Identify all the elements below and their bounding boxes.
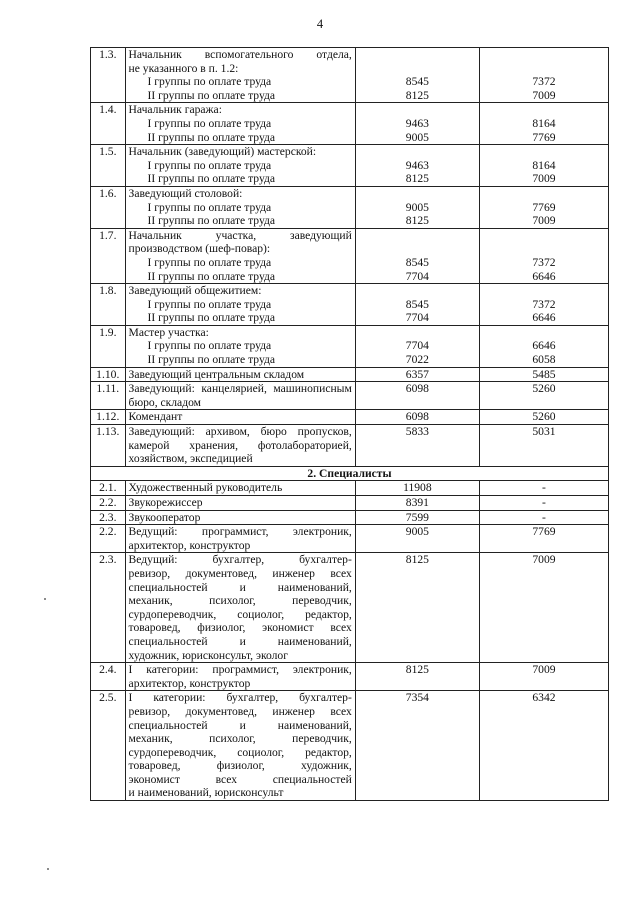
row-number: 1.13.	[91, 425, 126, 467]
row-title-line: Заведующий столовой:	[128, 186, 243, 200]
table-row	[91, 186, 609, 228]
row-title	[125, 425, 355, 467]
row-title	[125, 367, 355, 382]
value-2: 8164	[532, 158, 556, 172]
value-1: 8545	[405, 297, 429, 311]
row-title-line: специальностей и наименований,	[128, 580, 352, 594]
row-title	[125, 48, 355, 103]
row-title-line: Мастер участка:	[128, 325, 209, 339]
value-column-1	[355, 510, 479, 525]
row-title-line: ревизор, документовед, инженер всех	[128, 704, 352, 718]
table-row	[91, 496, 609, 511]
row-title-line: Звукорежиссер	[128, 496, 203, 509]
value-2: 7009	[532, 172, 556, 186]
row-title-line: хозяйством, экспедицией	[128, 452, 253, 466]
pay-group-label: II группы по оплате труда	[147, 88, 276, 102]
value-2: 7769	[532, 200, 556, 214]
value-column-2	[479, 228, 608, 283]
pay-group-label: I группы по оплате труда	[147, 200, 272, 214]
row-number: 1.7.	[91, 228, 126, 283]
value-1: 11908	[403, 481, 432, 495]
value-column-1	[355, 103, 479, 145]
row-title-line: Начальник вспомогательного отдела,	[128, 48, 352, 61]
value-2: 6646	[532, 339, 556, 353]
spacer	[359, 62, 476, 76]
value-column-1	[355, 284, 479, 326]
row-title-line: камерой хранения, фотолабораторией,	[128, 438, 352, 452]
row-number: 1.5.	[91, 145, 126, 187]
spacer	[359, 229, 476, 243]
row-title	[125, 496, 355, 511]
pay-group-label: II группы по оплате труда	[147, 130, 276, 144]
value-1: 9463	[405, 116, 429, 130]
value-column-2	[479, 382, 608, 410]
spacer	[483, 242, 605, 256]
table-row	[91, 325, 609, 367]
pay-group-label: II группы по оплате труда	[147, 353, 276, 367]
row-number: 1.10.	[91, 367, 126, 382]
row-title-line: Комендант	[128, 410, 183, 424]
value-1: 8545	[405, 255, 429, 269]
spacer	[359, 145, 476, 159]
value-2: 7009	[532, 88, 556, 102]
row-number: 2.2.	[91, 525, 126, 553]
row-title-line: Заведующий: архивом, бюро пропусков,	[128, 425, 352, 439]
spacer	[483, 103, 605, 117]
value-column-2	[479, 525, 608, 553]
row-number: 2.3.	[91, 553, 126, 663]
row-title	[125, 382, 355, 410]
value-1: 7704	[405, 339, 429, 353]
table-row	[91, 284, 609, 326]
row-title	[125, 410, 355, 425]
spacer	[483, 145, 605, 159]
value-2: 5031	[532, 425, 556, 439]
row-title	[125, 228, 355, 283]
spacer	[359, 284, 476, 298]
value-2: 5260	[532, 382, 556, 396]
value-2: 7372	[532, 75, 556, 89]
value-1: 8125	[405, 88, 429, 102]
value-2: 6058	[532, 353, 556, 367]
spacer	[483, 284, 605, 298]
row-title-line: архитектор, конструктор	[128, 538, 251, 552]
table-row	[91, 425, 609, 467]
value-1: 8125	[405, 172, 429, 186]
value-column-2	[479, 481, 608, 496]
value-column-2	[479, 367, 608, 382]
spacer	[359, 187, 476, 201]
value-2: 7009	[532, 214, 556, 228]
value-2: 8164	[532, 116, 556, 130]
value-2: 6342	[532, 691, 556, 705]
value-1: 6098	[405, 382, 429, 396]
scan-dot-1	[44, 598, 46, 600]
table-body	[91, 48, 609, 801]
spacer	[483, 187, 605, 201]
value-2: 7769	[532, 130, 556, 144]
row-title-line: производством (шеф-повар):	[128, 242, 271, 256]
row-title-line: I категории: программист, электроник,	[128, 663, 352, 677]
row-number: 2.2.	[91, 496, 126, 511]
value-1: 8125	[405, 214, 429, 228]
row-title-line: товаровед, физиолог, экономист всех	[128, 621, 352, 635]
table-row	[91, 663, 609, 691]
row-title-line: Художественный руководитель	[128, 481, 283, 495]
row-title-line: сурдопереводчик, социолог, редактор,	[128, 607, 352, 621]
value-2: 6646	[532, 311, 556, 325]
row-title-line: механик, психолог, переводчик,	[128, 732, 352, 746]
value-column-1	[355, 525, 479, 553]
row-title	[125, 510, 355, 525]
row-title-line: и наименований, юрисконсульт	[128, 786, 284, 800]
table-row	[91, 410, 609, 425]
value-column-2	[479, 103, 608, 145]
row-title-line: I категории: бухгалтер, бухгалтер-	[128, 691, 352, 705]
row-number: 1.8.	[91, 284, 126, 326]
value-column-2	[479, 425, 608, 467]
row-title-line: Заведующий общежитием:	[128, 284, 262, 298]
value-2: 5260	[532, 410, 556, 424]
row-number: 1.9.	[91, 325, 126, 367]
pay-group-label: I группы по оплате труда	[147, 75, 272, 89]
table-row	[91, 228, 609, 283]
spacer	[359, 326, 476, 340]
value-1: 9005	[405, 130, 429, 144]
value-column-2	[479, 48, 608, 103]
table-row	[91, 525, 609, 553]
row-number: 2.5.	[91, 691, 126, 801]
value-column-1	[355, 663, 479, 691]
row-title-line: товаровед, физиолог, художник,	[128, 759, 352, 773]
value-1: 8125	[405, 663, 429, 677]
value-column-1	[355, 496, 479, 511]
section-header-row	[91, 466, 609, 481]
table-row	[91, 691, 609, 801]
pay-group-label: I группы по оплате труда	[147, 158, 272, 172]
pay-group-label: I группы по оплате труда	[147, 339, 272, 353]
value-column-1	[355, 186, 479, 228]
spacer	[483, 326, 605, 340]
value-2: -	[542, 510, 546, 524]
spacer	[483, 62, 605, 76]
value-column-2	[479, 663, 608, 691]
row-title	[125, 145, 355, 187]
row-number: 1.6.	[91, 186, 126, 228]
value-column-1	[355, 228, 479, 283]
section-title: 2. Специалисты	[91, 466, 609, 481]
salary-table	[90, 47, 609, 801]
row-title-line: Заведующий центральным складом	[128, 367, 305, 381]
value-column-1	[355, 553, 479, 663]
pay-group-label: II группы по оплате труда	[147, 214, 276, 228]
row-title-line: Звукооператор	[128, 510, 201, 524]
value-1: 9005	[405, 525, 429, 539]
pay-group-label: II группы по оплате труда	[147, 269, 276, 283]
value-column-2	[479, 325, 608, 367]
row-title-line: художник, юрисконсульт, эколог	[128, 648, 288, 662]
value-column-1	[355, 367, 479, 382]
value-column-2	[479, 510, 608, 525]
row-title-line: Начальник (заведующий) мастерской:	[128, 145, 317, 159]
row-title-line: Начальник участка, заведующий	[128, 228, 352, 242]
value-2: 7769	[532, 525, 556, 539]
scan-dot-2	[47, 868, 49, 870]
value-1: 9005	[405, 200, 429, 214]
value-2: -	[542, 496, 546, 509]
spacer	[483, 229, 605, 243]
table-row	[91, 103, 609, 145]
value-column-1	[355, 481, 479, 496]
value-1: 9463	[405, 158, 429, 172]
pay-group-label: I группы по оплате труда	[147, 297, 272, 311]
row-title-line: механик, психолог, переводчик,	[128, 594, 352, 608]
row-title	[125, 103, 355, 145]
row-title-line: Ведущий: бухгалтер, бухгалтер-	[128, 553, 352, 567]
value-1: 7704	[405, 311, 429, 325]
value-column-1	[355, 691, 479, 801]
row-title-line: Заведующий: канцелярией, машинописным	[128, 382, 352, 396]
row-title	[125, 553, 355, 663]
row-title-line: Ведущий: программист, электроник,	[128, 525, 352, 539]
spacer	[359, 242, 476, 256]
value-column-2	[479, 145, 608, 187]
row-number: 2.4.	[91, 663, 126, 691]
row-title-line: Начальник гаража:	[128, 103, 222, 117]
row-number: 2.3.	[91, 510, 126, 525]
row-title	[125, 481, 355, 496]
row-title	[125, 691, 355, 801]
row-number: 2.1.	[91, 481, 126, 496]
row-title	[125, 663, 355, 691]
value-column-1	[355, 382, 479, 410]
value-column-1	[355, 410, 479, 425]
table-row	[91, 553, 609, 663]
spacer	[483, 48, 605, 62]
table-row	[91, 382, 609, 410]
row-title	[125, 284, 355, 326]
value-1: 7704	[405, 269, 429, 283]
page-number: 4	[316, 17, 324, 31]
row-title	[125, 186, 355, 228]
table-row	[91, 48, 609, 103]
row-title-line: специальностей и наименований,	[128, 718, 352, 732]
value-column-2	[479, 284, 608, 326]
value-column-1	[355, 48, 479, 103]
value-1: 7022	[405, 353, 429, 367]
value-2: 5485	[532, 367, 556, 381]
row-number: 1.11.	[91, 382, 126, 410]
value-2: -	[542, 481, 546, 495]
row-title-line: ревизор, документовед, инженер всех	[128, 566, 352, 580]
value-1: 8391	[405, 496, 429, 509]
value-1: 8125	[405, 553, 429, 567]
value-column-2	[479, 691, 608, 801]
value-column-2	[479, 496, 608, 511]
value-column-2	[479, 186, 608, 228]
pay-group-label: I группы по оплате труда	[147, 116, 272, 130]
row-title-line: экономист всех специальностей	[128, 772, 352, 786]
value-column-1	[355, 325, 479, 367]
row-title-line: архитектор, конструктор	[128, 676, 251, 690]
pay-group-label: II группы по оплате труда	[147, 311, 276, 325]
value-2: 6646	[532, 269, 556, 283]
row-number: 1.4.	[91, 103, 126, 145]
value-1: 6098	[405, 410, 429, 424]
value-column-1	[355, 425, 479, 467]
value-2: 7009	[532, 553, 556, 567]
pay-group-label: I группы по оплате труда	[147, 255, 272, 269]
value-1: 8545	[405, 75, 429, 89]
value-column-2	[479, 410, 608, 425]
row-title-line: специальностей и наименований,	[128, 634, 352, 648]
value-1: 7599	[405, 510, 429, 524]
row-title	[125, 325, 355, 367]
row-number: 1.3.	[91, 48, 126, 103]
table-row	[91, 510, 609, 525]
table-row	[91, 145, 609, 187]
value-column-1	[355, 145, 479, 187]
value-1: 7354	[405, 691, 429, 705]
pay-group-label: II группы по оплате труда	[147, 172, 276, 186]
row-number: 1.12.	[91, 410, 126, 425]
value-1: 6357	[405, 367, 429, 381]
row-title-line: сурдопереводчик, социолог, редактор,	[128, 745, 352, 759]
table-row	[91, 481, 609, 496]
value-2: 7372	[532, 255, 556, 269]
value-1: 5833	[405, 425, 429, 439]
row-title	[125, 525, 355, 553]
value-2: 7372	[532, 297, 556, 311]
spacer	[359, 48, 476, 62]
value-column-2	[479, 553, 608, 663]
row-title-line: бюро, складом	[128, 395, 202, 409]
row-title-line: не указанного в п. 1.2:	[128, 61, 239, 75]
value-2: 7009	[532, 663, 556, 677]
table-row	[91, 367, 609, 382]
spacer	[359, 103, 476, 117]
